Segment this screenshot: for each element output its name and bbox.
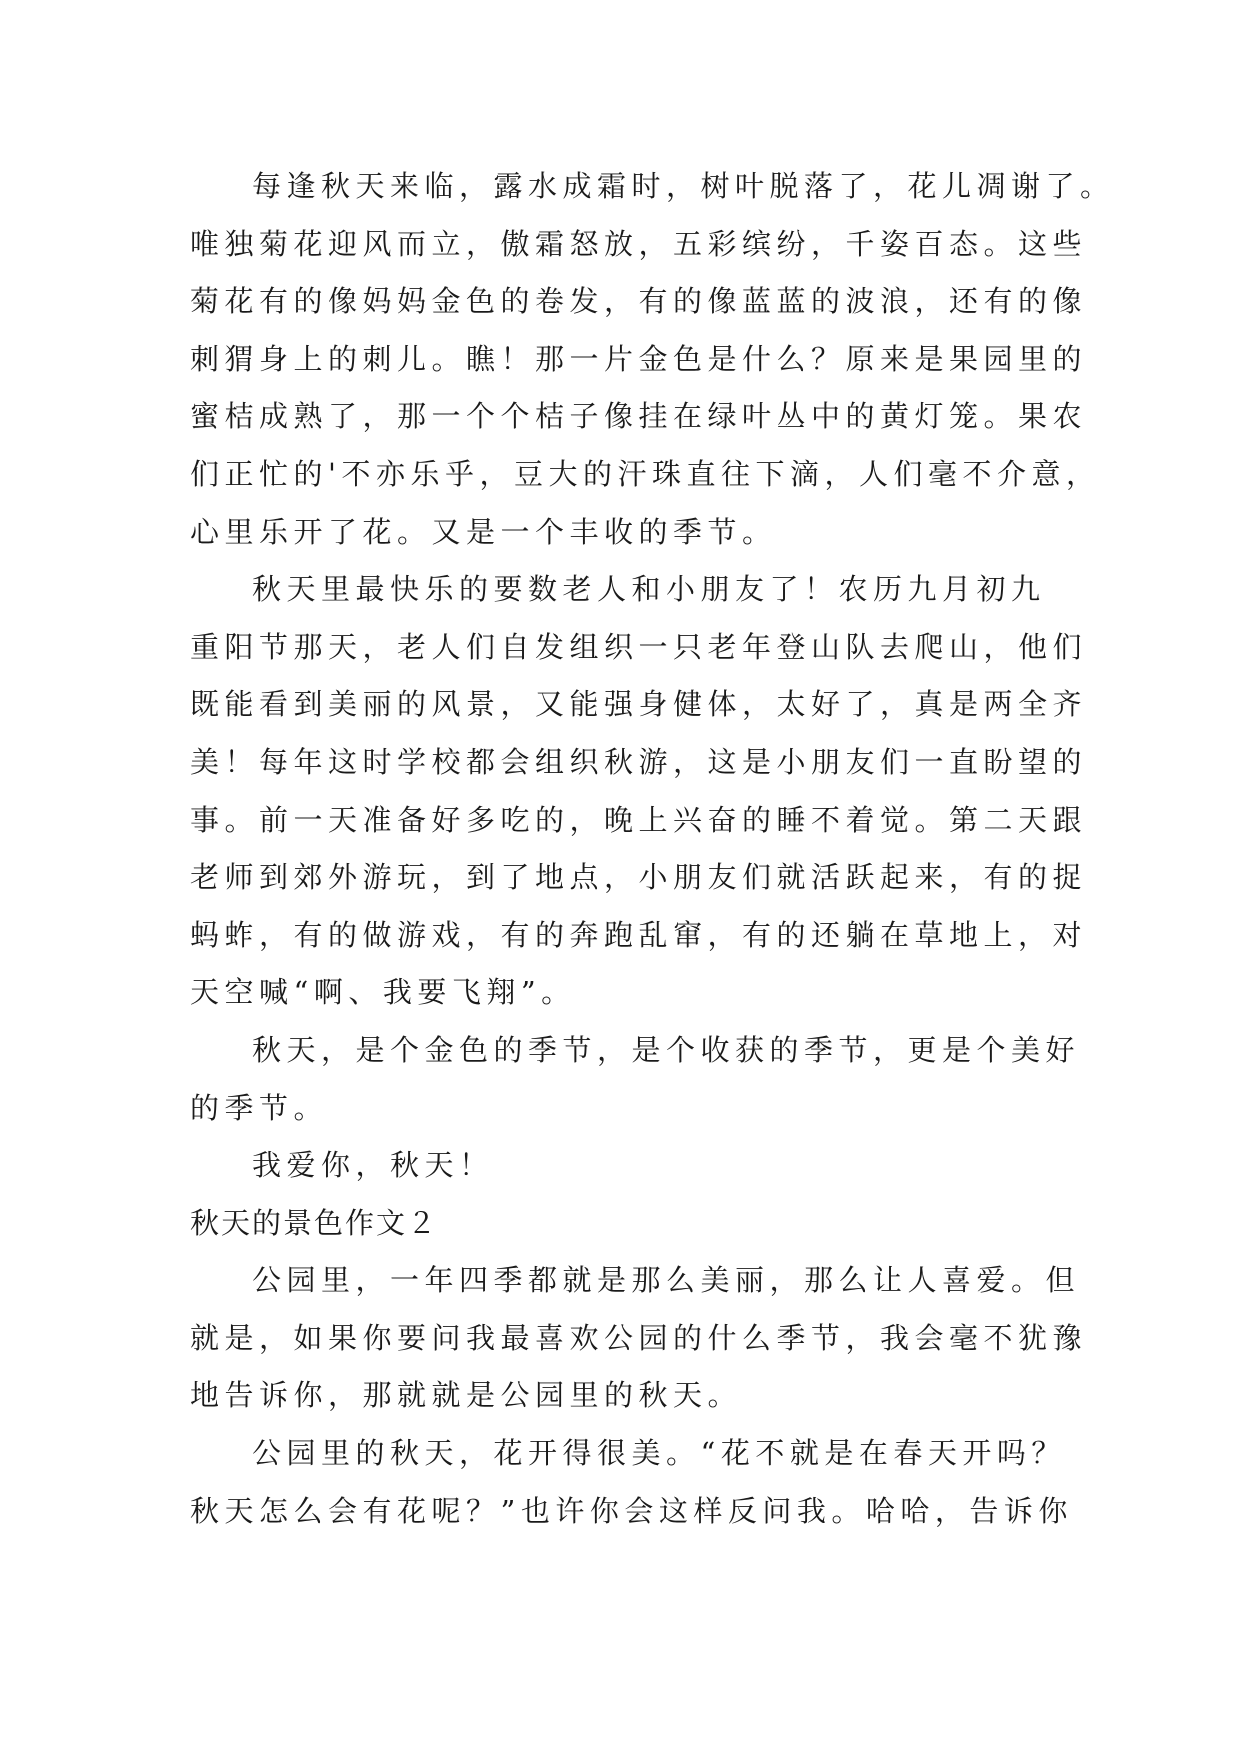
paragraph <box>190 561 1088 1022</box>
text-line: 老师到郊外游玩，到了地点，小朋友们就活跃起来，有的捉 <box>190 860 1088 895</box>
text-line: 秋天怎么会有花呢？”也许你会这样反问我。哈哈，告诉你 <box>190 1493 1073 1528</box>
paragraph <box>190 1137 1052 1195</box>
document-body <box>190 158 1115 1540</box>
text-line: 既能看到美丽的风景，又能强身健体，太好了，真是两全齐 <box>190 687 1088 722</box>
text-line: 公园里的秋天，花开得很美。“花不就是在春天开吗？ <box>252 1436 1066 1471</box>
text-line: 我爱你，秋天！ <box>252 1148 494 1183</box>
text-line: 美！每年这时学校都会组织秋游，这是小朋友们一直盼望的 <box>190 744 1088 779</box>
text-line: 就是，如果你要问我最喜欢公园的什么季节，我会毫不犹豫 <box>190 1320 1088 1355</box>
text-line: 蜜桔成熟了，那一个个桔子像挂在绿叶丛中的黄灯笼。果农 <box>190 399 1088 434</box>
text-line: 重阳节那天，老人们自发组织一只老年登山队去爬山，他们 <box>190 629 1088 664</box>
text-line: 秋天里最快乐的要数老人和小朋友了！农历九月初九 <box>252 572 1046 607</box>
text-line: 刺猬身上的刺儿。瞧！那一片金色是什么？原来是果园里的 <box>190 341 1088 376</box>
text-line: 菊花有的像妈妈金色的卷发，有的像蓝蓝的波浪，还有的像 <box>190 284 1088 319</box>
text-line: 唯独菊花迎风而立，傲霜怒放，五彩缤纷，千姿百态。这些 <box>190 226 1088 261</box>
text-line: 每逢秋天来临，露水成霜时，树叶脱落了，花儿凋谢了。 <box>252 169 1115 203</box>
text-line: 公园里，一年四季都就是那么美丽，那么让人喜爱。但 <box>252 1263 1081 1298</box>
text-line: 秋天，是个金色的季节，是个收获的季节，更是个美好 <box>252 1032 1081 1067</box>
paragraph <box>190 1252 1088 1425</box>
text-line: 地告诉你，那就就是公园里的秋天。 <box>190 1378 743 1413</box>
text-line: 们正忙的'不亦乐乎，豆大的汗珠直往下滴，人们毫不介意， <box>190 456 1101 491</box>
paragraph <box>190 158 1115 561</box>
text-line: 蚂蚱，有的做游戏，有的奔跑乱窜，有的还躺在草地上，对 <box>190 917 1088 952</box>
text-line: 的季节。 <box>190 1090 329 1125</box>
paragraph <box>190 1425 1073 1540</box>
section-title: 秋天的景色作文２ <box>190 1205 439 1240</box>
paragraph <box>190 1022 1081 1137</box>
text-line: 事。前一天准备好多吃的，晚上兴奋的睡不着觉。第二天跟 <box>190 802 1088 837</box>
text-line: 心里乐开了花。又是一个丰收的季节。 <box>190 514 777 549</box>
text-line: 天空喊“啊、我要飞翔”。 <box>190 975 576 1010</box>
